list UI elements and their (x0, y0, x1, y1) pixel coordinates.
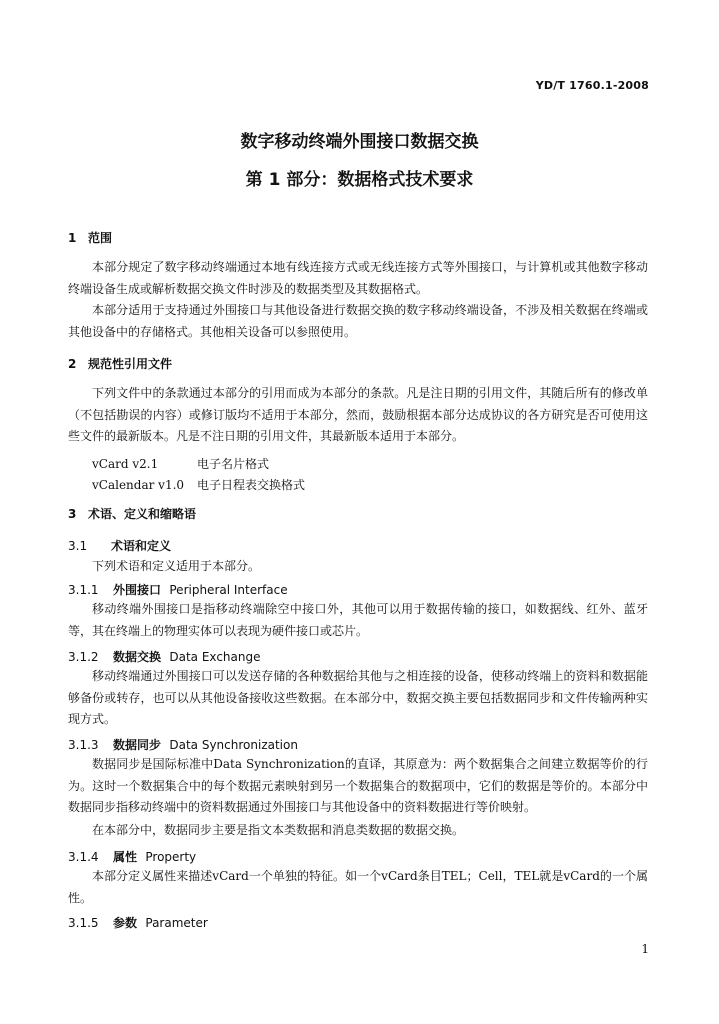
term-en: Parameter (145, 916, 208, 930)
section-3-1-2-paragraph: 移动终端通过外围接口可以发送存储的各种数据给其他与之相连接的设备，使移动终端上的资料和数据能够备份或转存，也可以从其他设备接收这些数据。在本部分中，数据交换主要包括数据同步和文件传输两种实现方式。 (68, 669, 648, 726)
section-number: 3.1.5 (68, 916, 99, 930)
term-en: Data Exchange (169, 650, 261, 664)
section-3-1-3-heading (68, 736, 298, 753)
term-cn: 外围接口 (113, 583, 162, 597)
term-cn: 数据同步 (113, 738, 162, 752)
section-number: 3.1 (68, 539, 88, 553)
section-number: 2 (68, 357, 77, 371)
section-1-paragraph-1: 本部分规定了数字移动终端通过本地有线连接方式或无线连接方式等外围接口，与计算机或其他数字移动终端设备生成或解析数据交换文件时涉及的数据类型及其数据格式。 (68, 260, 648, 296)
section-number: 3 (68, 507, 77, 521)
section-3-1-3-paragraph-1: 数据同步是国际标准中Data Synchronization的直译，其原意为：两个数据集合之间建立数据等价的行为。这时一个数据集合中的每个数据元素映射到另一个数据集合的数据项中，它们的数据是等价的。本部分中数据同步指移动终端中的资料数据通过外围接口与其他设备中的资料数据进行等价映射。 (68, 757, 648, 814)
section-number: 3.1.4 (68, 850, 99, 864)
section-3-1-4-paragraph: 本部分定义属性来描述vCard一个单独的特征。如一个vCard条目TEL；Cell，TEL就是vCard的一个属性。 (68, 869, 648, 905)
section-title: 术语和定义 (111, 539, 172, 553)
section-number: 3.1.2 (68, 650, 99, 664)
section-title: 术语、定义和缩略语 (88, 507, 197, 521)
section-1-paragraph-2: 本部分适用于支持通过外围接口与其他设备进行数据交换的数字移动终端设备，不涉及相关数据在终端或其他设备中的存储格式。其他相关设备可以参照使用。 (68, 303, 648, 339)
section-number: 1 (68, 231, 77, 245)
section-1-heading (68, 229, 112, 246)
term-en: Peripheral Interface (169, 583, 288, 597)
section-3-1-heading (68, 537, 171, 554)
document-title: 数字移动终端外围接口数据交换 (240, 132, 479, 152)
reference-item (92, 476, 305, 493)
page-number: 1 (641, 942, 649, 956)
section-title: 范围 (88, 231, 113, 245)
section-number: 3.1.3 (68, 738, 99, 752)
term-en: Property (145, 850, 197, 864)
section-3-1-5-heading (68, 914, 208, 931)
section-3-1-1-heading (68, 581, 288, 598)
section-3-1-3-paragraph-2: 在本部分中，数据同步主要是指文本类数据和消息类数据的数据交换。 (92, 823, 465, 837)
term-cn: 属性 (113, 850, 138, 864)
term-cn: 数据交换 (113, 650, 162, 664)
document-subtitle: 第 1 部分：数据格式技术要求 (245, 170, 474, 190)
reference-code: vCard v2.1 (92, 457, 159, 471)
reference-item (92, 455, 269, 472)
section-3-1-intro: 下列术语和定义适用于本部分。 (92, 559, 261, 573)
reference-name: 电子日程表交换格式 (197, 478, 306, 492)
standard-code: YD/T 1760.1-2008 (535, 79, 649, 92)
reference-name: 电子名片格式 (197, 457, 270, 471)
section-2-paragraph-1: 下列文件中的条款通过本部分的引用而成为本部分的条款。凡是注日期的引用文件，其随后所有的修改单（不包括勘误的内容）或修订版均不适用于本部分，然而，鼓励根据本部分达成协议的各方研究是否可使用这些文件的最新版本。凡是不注日期的引用文件，其最新版本适用于本部分。 (68, 386, 648, 443)
reference-code: vCalendar v1.0 (92, 478, 185, 492)
section-2-heading (68, 355, 172, 372)
section-3-1-2-heading (68, 648, 260, 665)
section-3-1-4-heading (68, 848, 196, 865)
section-title: 规范性引用文件 (88, 357, 173, 371)
section-3-heading (68, 505, 196, 522)
term-cn: 参数 (113, 916, 138, 930)
term-en: Data Synchronization (169, 738, 298, 752)
section-3-1-1-paragraph: 移动终端外围接口是指移动终端除空中接口外，其他可以用于数据传输的接口，如数据线、红外、蓝牙等，其在终端上的物理实体可以表现为硬件接口或芯片。 (68, 602, 648, 638)
section-number: 3.1.1 (68, 583, 99, 597)
